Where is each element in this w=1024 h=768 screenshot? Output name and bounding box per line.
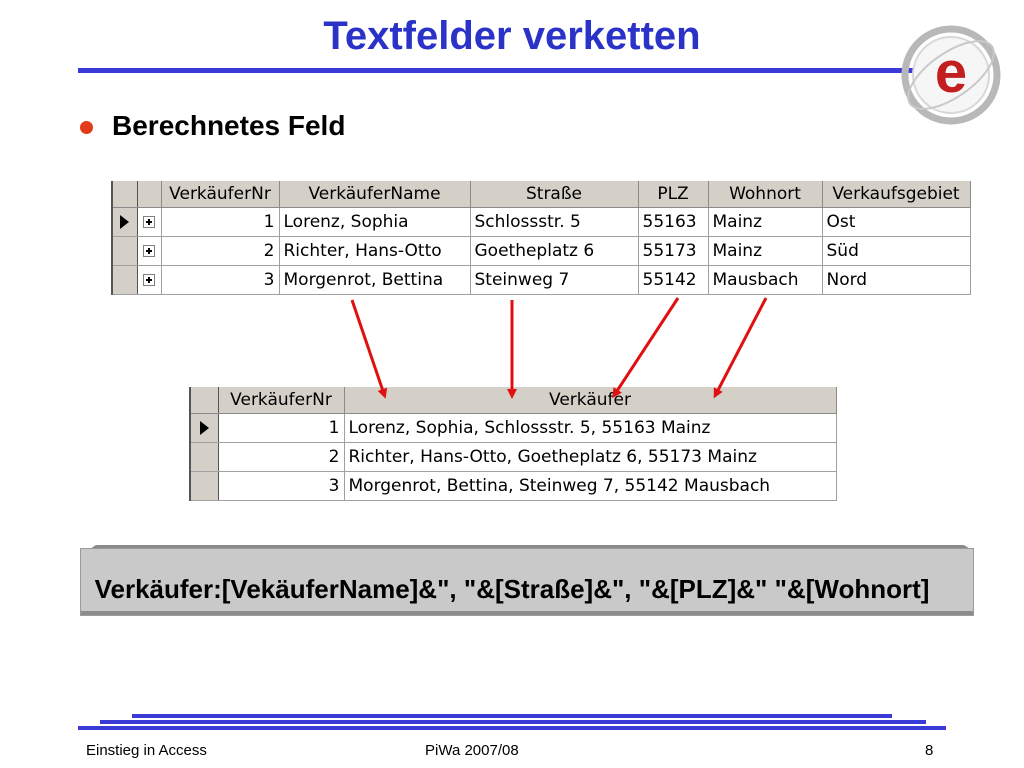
table-cell[interactable]: Süd: [822, 237, 970, 266]
formula-text: Verkäufer:[VekäuferName]&", "&[Straße]&", "&[PLZ]&" "&[Wohnort]: [94, 574, 930, 604]
table-cell[interactable]: Goetheplatz 6: [470, 237, 638, 266]
footer-rule: [100, 720, 926, 724]
table-cell[interactable]: Steinweg 7: [470, 266, 638, 295]
table-cell[interactable]: Mainz: [708, 208, 822, 237]
table-cell[interactable]: Nord: [822, 266, 970, 295]
table-cell[interactable]: 1: [161, 208, 279, 237]
table-cell[interactable]: Lorenz, Sophia, Schlossstr. 5, 55163 Mainz: [344, 414, 836, 443]
table-cell[interactable]: Richter, Hans-Otto, Goetheplatz 6, 55173 Mainz: [344, 443, 836, 472]
arrow-name: [352, 300, 384, 394]
slide-title: Textfelder verketten: [323, 14, 701, 58]
table-cell[interactable]: 2: [161, 237, 279, 266]
table-cell[interactable]: Richter, Hans-Otto: [279, 237, 470, 266]
table-cell[interactable]: 2: [218, 443, 344, 472]
page-number: 8: [925, 742, 934, 759]
column-header[interactable]: Wohnort: [708, 180, 822, 208]
footer-left: Einstieg in Access: [86, 742, 207, 759]
footer-rule: [78, 726, 946, 730]
table-cell[interactable]: Schlossstr. 5: [470, 208, 638, 237]
table-cell[interactable]: Mainz: [708, 237, 822, 266]
column-header[interactable]: Verkäufer: [344, 386, 836, 414]
table-cell[interactable]: 3: [218, 472, 344, 501]
table-cell[interactable]: Morgenrot, Bettina: [279, 266, 470, 295]
column-header[interactable]: Straße: [470, 180, 638, 208]
table-cell[interactable]: Ost: [822, 208, 970, 237]
column-header[interactable]: VerkäuferNr: [218, 386, 344, 414]
footer-rule: [132, 714, 892, 718]
table-cell[interactable]: Morgenrot, Bettina, Steinweg 7, 55142 Mausbach: [344, 472, 836, 501]
table-cell[interactable]: 55163: [638, 208, 708, 237]
bullet-text: Berechnetes Feld: [112, 110, 346, 141]
column-header[interactable]: Verkaufsgebiet: [822, 180, 970, 208]
table-cell[interactable]: Lorenz, Sophia: [279, 208, 470, 237]
arrow-town: [716, 298, 766, 394]
table-cell[interactable]: 55142: [638, 266, 708, 295]
logo-letter: e: [934, 40, 968, 105]
table-cell[interactable]: 1: [218, 414, 344, 443]
arrow-plz: [615, 298, 678, 394]
column-header[interactable]: VerkäuferNr: [161, 180, 279, 208]
table-cell[interactable]: Mausbach: [708, 266, 822, 295]
table-cell[interactable]: 3: [161, 266, 279, 295]
column-header[interactable]: PLZ: [638, 180, 708, 208]
table-cell[interactable]: 55173: [638, 237, 708, 266]
column-header[interactable]: VerkäuferName: [279, 180, 470, 208]
footer-center: PiWa 2007/08: [425, 742, 519, 759]
